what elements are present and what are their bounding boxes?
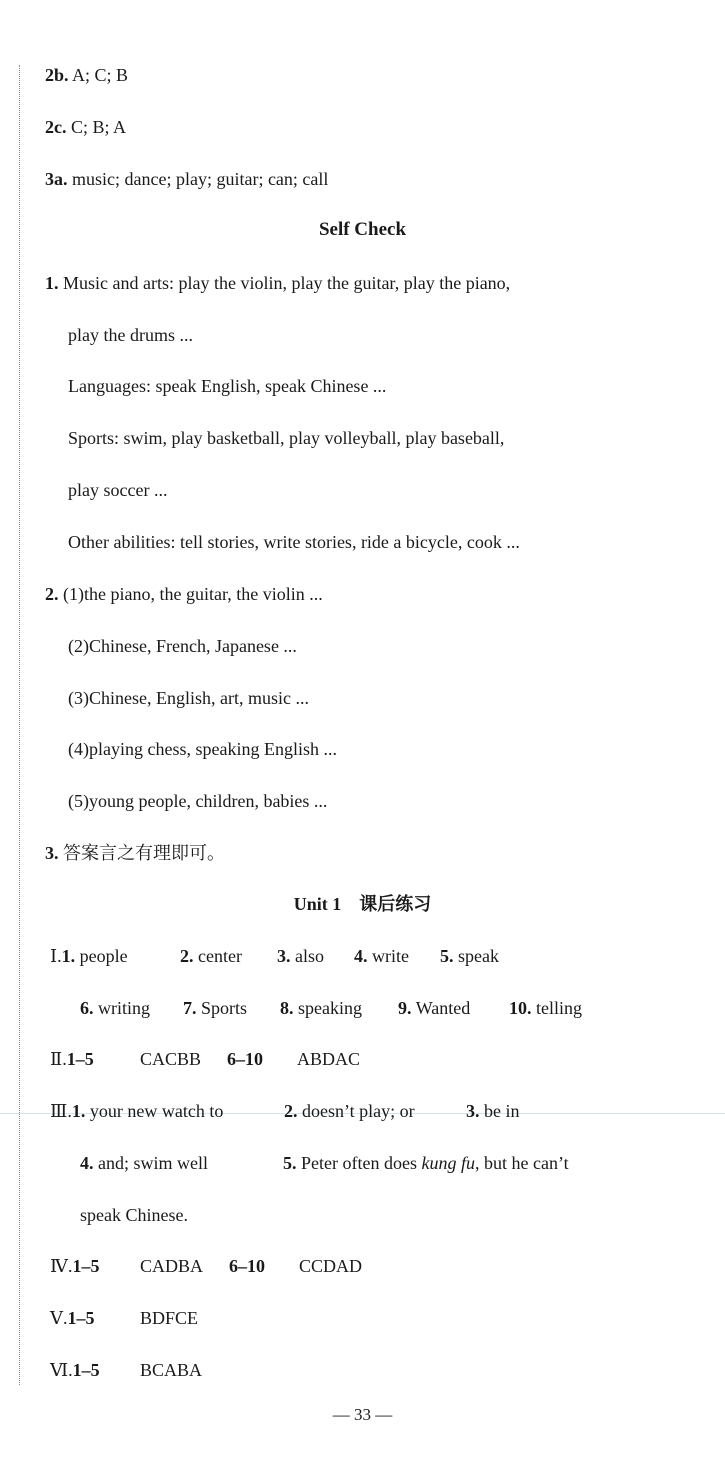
section-5: Ⅴ.1–5 [50, 1308, 95, 1328]
section-3-item4: 4. and; swim well [80, 1153, 208, 1173]
self-check-q1-line4: Sports: swim, play basketball, play volleyball, play baseball, [68, 428, 505, 448]
section-2-answer2: ABDAC [297, 1049, 361, 1069]
section-4: Ⅳ.1–5 [50, 1256, 100, 1276]
section-4-range2: 6–10 [229, 1256, 265, 1276]
section-1-item9: 9. Wanted [398, 998, 471, 1018]
section-1-row1: Ⅰ.1. people [50, 946, 128, 966]
section-3-item2: 2. doesn’t play; or [284, 1101, 415, 1121]
section-3-item1: Ⅲ.1. your new watch to [50, 1101, 224, 1121]
margin-dotted-line [19, 65, 20, 1385]
section-2-range2: 6–10 [227, 1049, 263, 1069]
section-2-answer1: CACBB [140, 1049, 202, 1069]
self-check-q1-line5: play soccer ... [68, 480, 168, 500]
self-check-q2-item2: (2)Chinese, French, Japanese ... [68, 636, 297, 656]
section-1-item3: 3. also [277, 946, 324, 966]
section-3-item5-cont: speak Chinese. [80, 1205, 188, 1225]
section-1-item10: 10. telling [509, 998, 582, 1018]
section-3-item3: 3. be in [466, 1101, 520, 1121]
self-check-q3: 3. 答案言之有理即可。 [45, 843, 225, 863]
self-check-q2-item1: 2. (1)the piano, the guitar, the violin ... [45, 584, 323, 604]
answer-2b: 2b. A; C; B [45, 65, 129, 85]
self-check-q1-line2: play the drums ... [68, 325, 193, 345]
section-1-item6: 6. writing [80, 998, 150, 1018]
answer-2c: 2c. C; B; A [45, 117, 127, 137]
section-6: Ⅵ.1–5 [50, 1360, 100, 1380]
section-6-answer1: BCABA [140, 1360, 203, 1380]
section-3-item5: 5. Peter often does kung fu, but he can’t [283, 1153, 569, 1173]
unit1-title: Unit 1 课后练习 [293, 894, 432, 914]
self-check-q2-item5: (5)young people, children, babies ... [68, 791, 328, 811]
self-check-q2-item3: (3)Chinese, English, art, music ... [68, 688, 309, 708]
section-5-answer1: BDFCE [140, 1308, 199, 1328]
section-1-item4: 4. write [354, 946, 409, 966]
self-check-q2-item4: (4)playing chess, speaking English ... [68, 739, 337, 759]
page-number: — 33 — [332, 1405, 393, 1424]
section-2: Ⅱ.1–5 [50, 1049, 94, 1069]
section-1-item2: 2. center [180, 946, 242, 966]
section-1-item7: 7. Sports [183, 998, 248, 1018]
self-check-title: Self Check [318, 219, 407, 240]
section-1-item8: 8. speaking [280, 998, 362, 1018]
section-4-answer1: CADBA [140, 1256, 204, 1276]
section-4-answer2: CCDAD [299, 1256, 363, 1276]
answer-3a: 3a. music; dance; play; guitar; can; call [45, 169, 329, 189]
section-1-item5: 5. speak [440, 946, 499, 966]
self-check-q1-line6: Other abilities: tell stories, write stories, ride a bicycle, cook ... [68, 532, 520, 552]
self-check-q1-line1: 1. Music and arts: play the violin, play the guitar, play the piano, [45, 273, 511, 293]
self-check-q1-line3: Languages: speak English, speak Chinese ... [68, 376, 387, 396]
